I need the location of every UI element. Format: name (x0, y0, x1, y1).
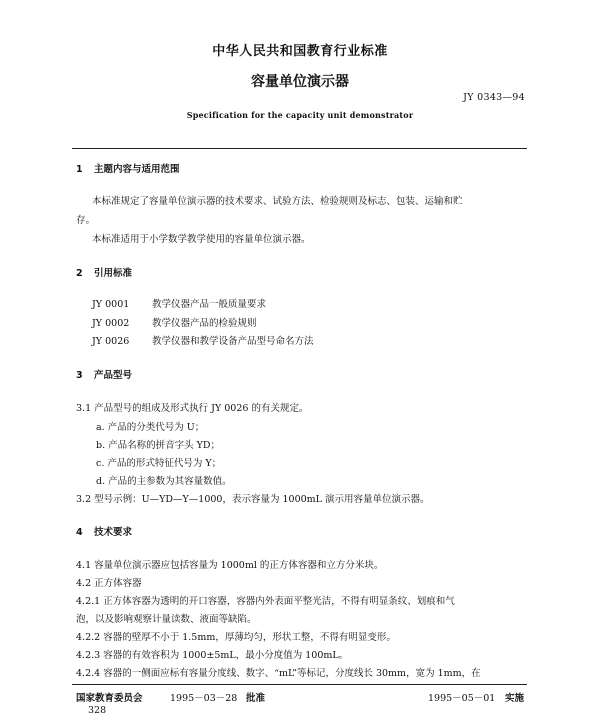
section-4-number: 4 (76, 527, 83, 538)
list-item: b. 产品名称的拼音字头 YD； (96, 440, 221, 451)
reference-code: JY 0026 (92, 336, 130, 347)
issuer: 国家教育委员会 (76, 693, 143, 704)
clause-4-2-1-line1: 4.2.1 正方体容器为透明的开口容器，容器内外表面平整光洁，不得有明显条纹、划痕和气 (76, 596, 455, 607)
clause-4-2-4: 4.2.4 容器的一侧面应标有容量分度线、数字、“mL”等标记，分度线长 30mm，宽为 1mm，在 (76, 668, 481, 679)
section-3-heading (76, 367, 132, 381)
section-1-para1-line2: 存。 (76, 215, 96, 226)
section-1-para2: 本标准适用于小学数学教学使用的容量单位演示器。 (92, 234, 311, 245)
section-2-heading (76, 265, 132, 279)
reference-code: JY 0002 (92, 318, 130, 329)
bottom-divider (72, 684, 527, 685)
list-item: d. 产品的主参数为其容量数值。 (96, 476, 232, 487)
clause-4-2-2: 4.2.2 容器的壁厚不小于 1.5mm，厚薄均匀，形状工整，不得有明显变形。 (76, 632, 396, 643)
reference-code: JY 0001 (92, 299, 130, 310)
section-3-title: 产品型号 (94, 370, 133, 381)
section-1-para1-line1: 本标准规定了容量单位演示器的技术要求、试验方法、检验规则及标志、包装、运输和贮 (92, 196, 463, 207)
effective-date: 1995－05－01 (428, 693, 496, 704)
clause-3-1: 3.1 产品型号的组成及形式执行 JY 0026 的有关规定。 (76, 403, 309, 414)
reference-text: 教学仪器产品一般质量要求 (152, 299, 267, 310)
reference-item (92, 315, 257, 329)
clause-4-2: 4.2 正方体容器 (76, 578, 142, 589)
page-number: 328 (88, 705, 107, 716)
clause-3-2: 3.2 型号示例：U—YD—Y—1000，表示容量为 1000mL 演示用容量单位演示器。 (76, 494, 430, 505)
reference-text: 教学仪器和教学设备产品型号命名方法 (152, 336, 314, 347)
document-title: 容量单位演示器 (251, 74, 349, 90)
clause-4-1: 4.1 容量单位演示器应包括容量为 1000ml 的正方体容器和立方分米块。 (76, 560, 384, 571)
reference-text: 教学仪器产品的检验规则 (152, 318, 257, 329)
effective-label: 实施 (505, 693, 525, 704)
list-item: a. 产品的分类代号为 U； (96, 422, 205, 433)
clause-4-2-1-line2: 泡，以及影响观察计量读数、液面等缺陷。 (76, 614, 257, 625)
section-3-number: 3 (76, 370, 83, 381)
reference-item (92, 333, 314, 347)
section-2-number: 2 (76, 268, 83, 279)
approved-label: 批准 (246, 693, 266, 704)
standard-code: JY 0343—94 (463, 92, 525, 103)
top-divider (72, 148, 527, 149)
section-4-title: 技术要求 (94, 527, 133, 538)
english-title: Specification for the capacity unit demonstrator (186, 110, 414, 120)
reference-item (92, 296, 266, 310)
section-1-title: 主题内容与适用范围 (94, 164, 180, 175)
section-1-number: 1 (76, 164, 83, 175)
section-2-title: 引用标准 (94, 268, 133, 279)
section-1-heading (76, 161, 180, 175)
clause-4-2-3: 4.2.3 容器的有效容积为 1000±5mL，最小分度值为 100mL。 (76, 650, 349, 661)
standard-header: 中华人民共和国教育行业标准 (212, 44, 388, 59)
list-item: c. 产品的形式特征代号为 Y； (96, 458, 222, 469)
approved-date: 1995－03－28 (170, 693, 238, 704)
section-4-heading (76, 524, 132, 538)
